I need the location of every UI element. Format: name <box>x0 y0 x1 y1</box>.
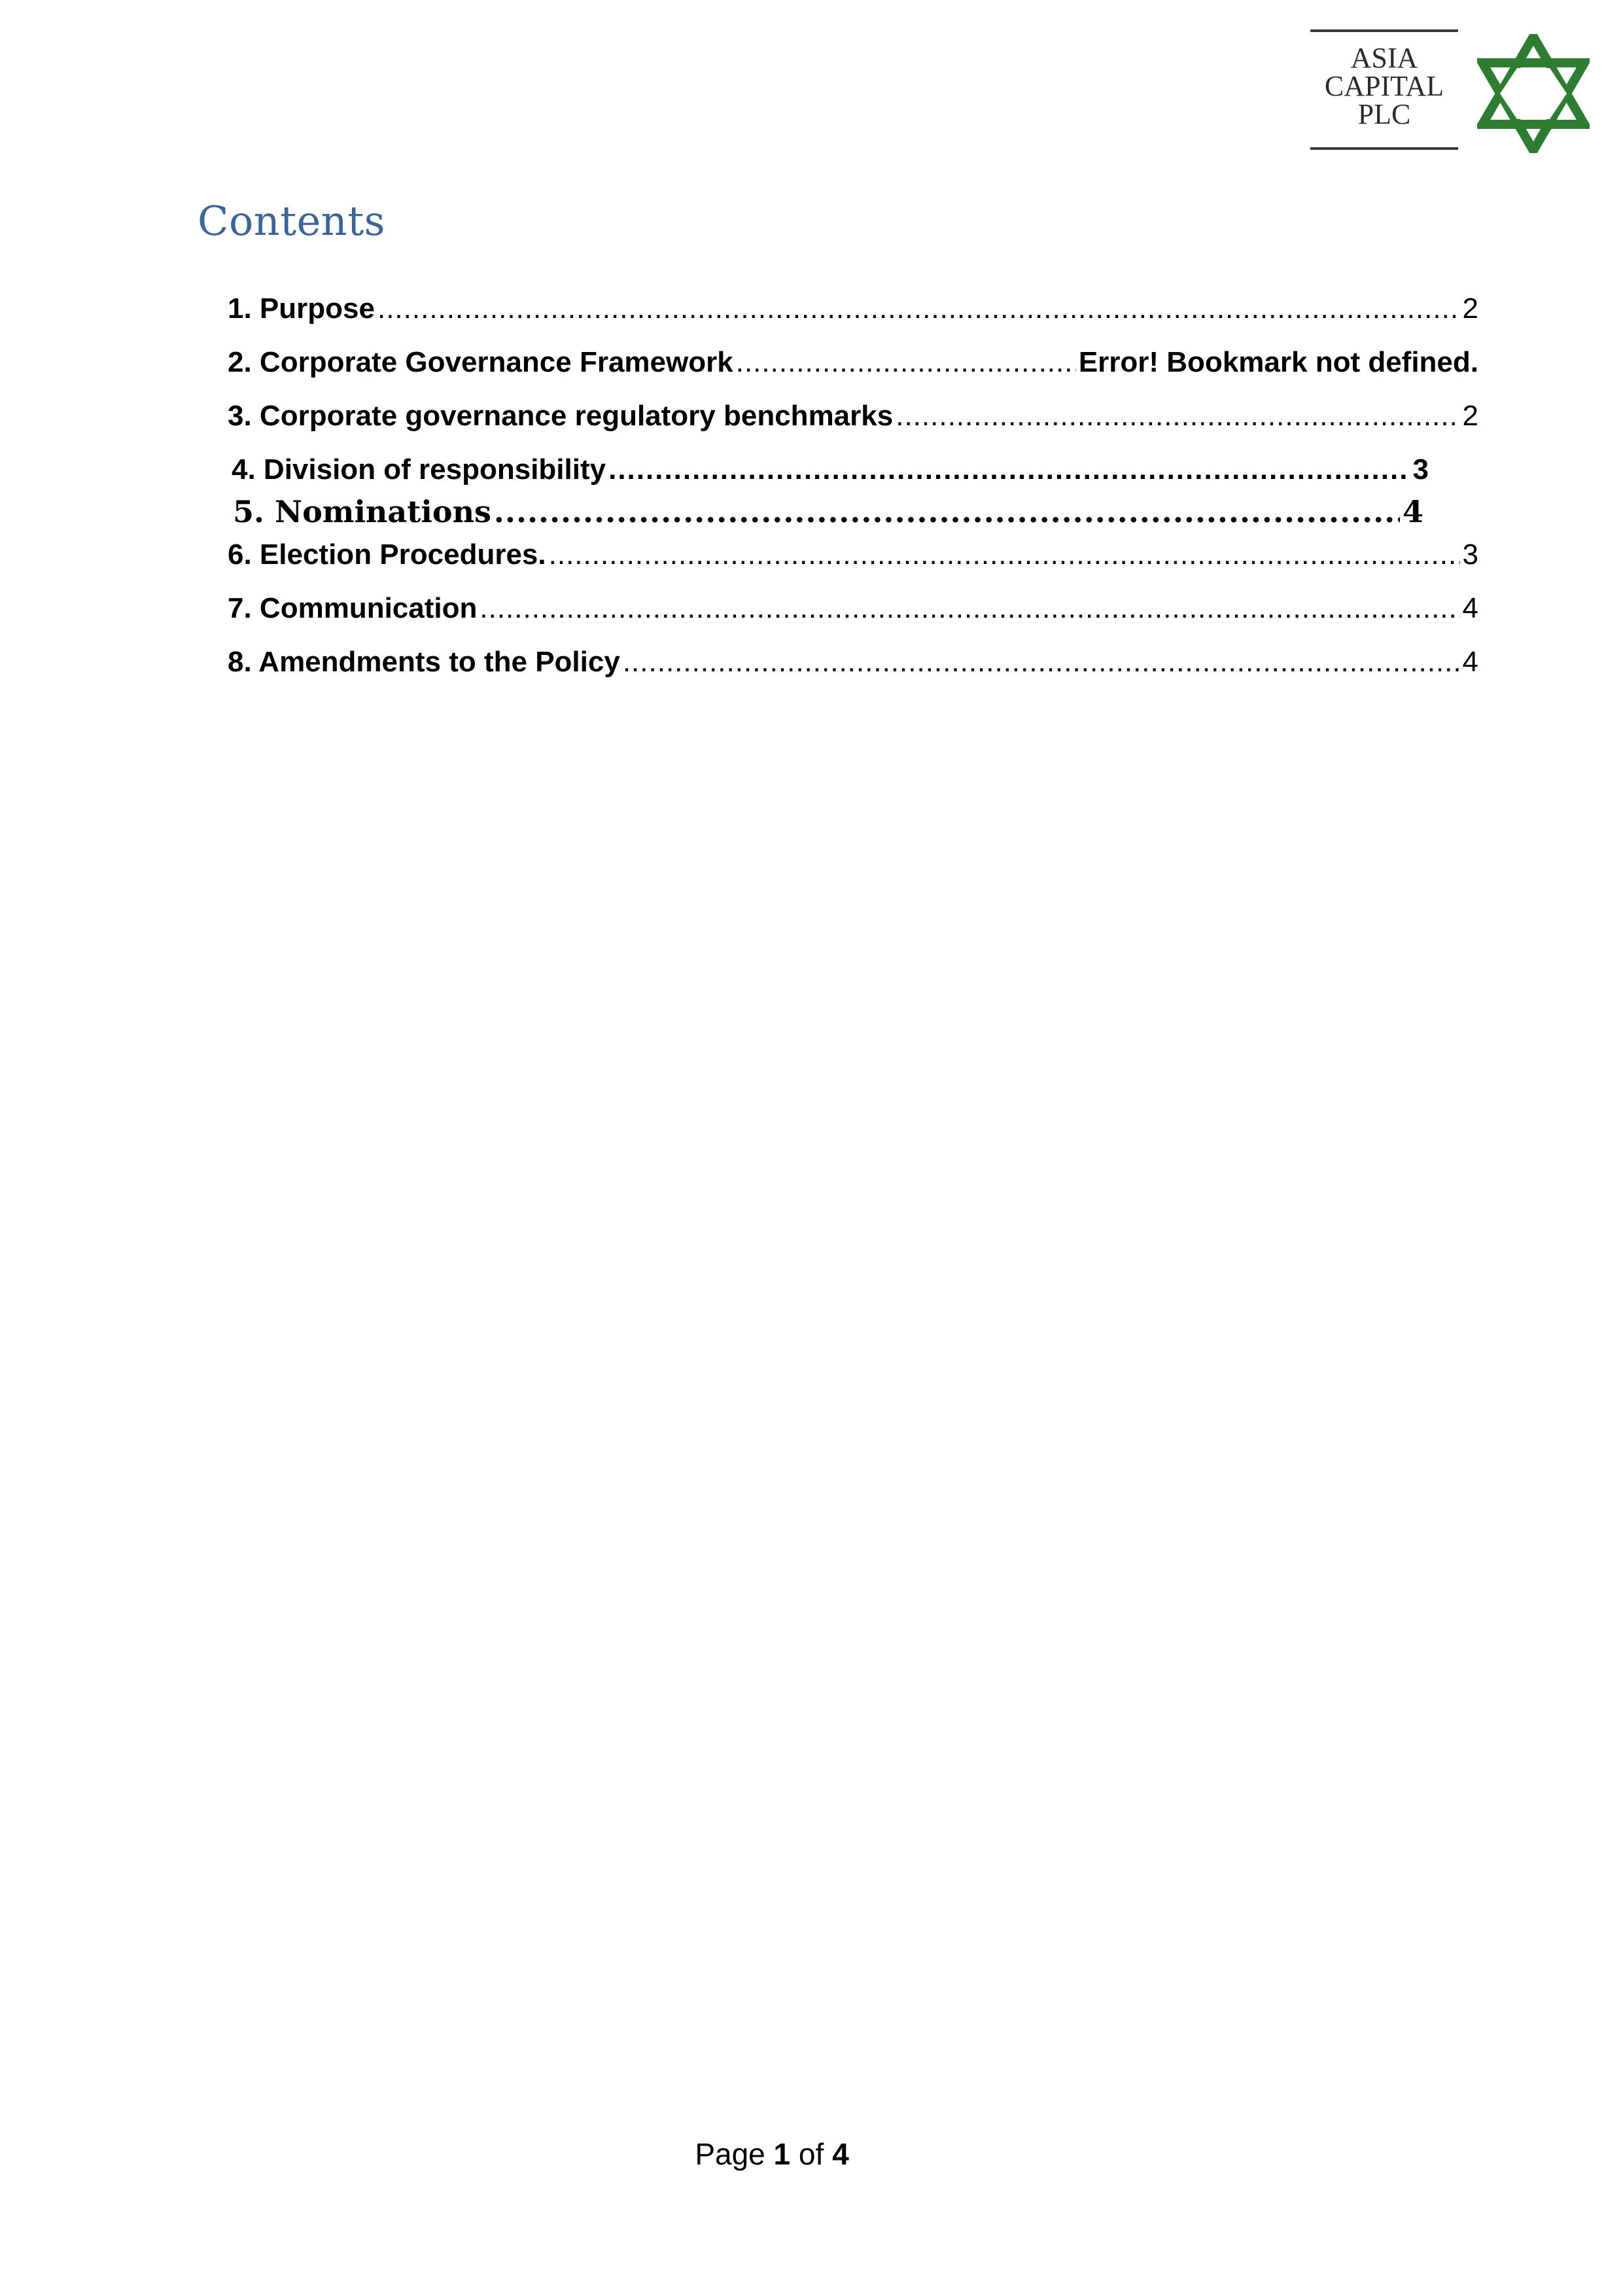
logo-rule-bottom <box>1310 147 1458 150</box>
toc-dot-leader <box>549 534 1460 576</box>
toc-entry-regulatory-benchmarks[interactable] <box>228 395 1478 437</box>
toc-page-number: 4 <box>1462 646 1478 678</box>
toc-page-error: Error! Bookmark not defined. <box>1078 346 1478 378</box>
toc-page-number: 2 <box>1462 400 1478 432</box>
company-logo <box>1310 29 1462 152</box>
toc-entry-communication[interactable] <box>228 588 1478 629</box>
toc-entry-purpose[interactable] <box>228 288 1478 330</box>
toc-page-number: 2 <box>1462 292 1478 325</box>
toc-page-number: 3 <box>1412 453 1429 486</box>
toc-dot-leader <box>736 342 1076 383</box>
toc-dot-leader <box>494 491 1400 533</box>
toc-entry-label: 1. Purpose <box>228 292 375 325</box>
logo-line-1: ASIA <box>1350 42 1418 74</box>
toc-entry-corporate-governance-framework[interactable] <box>228 342 1478 383</box>
toc-dot-leader <box>623 641 1460 683</box>
contents-heading: Contents <box>198 197 385 245</box>
logo-rule-top <box>1310 29 1458 32</box>
logo-text <box>1310 44 1458 128</box>
toc-page-number: 4 <box>1462 592 1478 624</box>
page-footer <box>0 2134 1544 2174</box>
toc-entry-nominations[interactable] <box>233 491 1423 533</box>
toc-entry-division-of-responsibility[interactable] <box>232 449 1429 491</box>
toc-entry-label: 7. Communication <box>228 592 478 624</box>
toc-entry-election-procedures[interactable] <box>228 534 1478 576</box>
toc-entry-label: 4. Division of responsibility <box>232 453 606 486</box>
logo-line-3: PLC <box>1357 98 1411 130</box>
toc-dot-leader <box>480 588 1459 629</box>
toc-page-number: 3 <box>1462 539 1478 571</box>
toc-dot-leader <box>377 288 1460 330</box>
footer-total-pages: 4 <box>832 2137 849 2171</box>
footer-of: of <box>798 2137 824 2171</box>
toc-dot-leader <box>896 395 1459 437</box>
toc-dot-leader <box>608 449 1410 491</box>
toc-page-number: 4 <box>1402 494 1423 529</box>
toc-entry-label: 2. Corporate Governance Framework <box>228 346 733 378</box>
toc-entry-label: 3. Corporate governance regulatory benchmarks <box>228 400 894 432</box>
toc-entry-label: 8. Amendments to the Policy <box>228 646 620 678</box>
logo-line-2: CAPITAL <box>1324 70 1444 102</box>
green-star-icon <box>1477 34 1590 153</box>
toc-entry-label: 5. Nominations <box>233 494 491 529</box>
toc-entry-label: 6. Election Procedures. <box>228 539 546 571</box>
toc-entry-amendments[interactable] <box>228 641 1478 683</box>
footer-page-prefix: Page <box>695 2137 765 2171</box>
footer-current-page: 1 <box>773 2137 791 2171</box>
